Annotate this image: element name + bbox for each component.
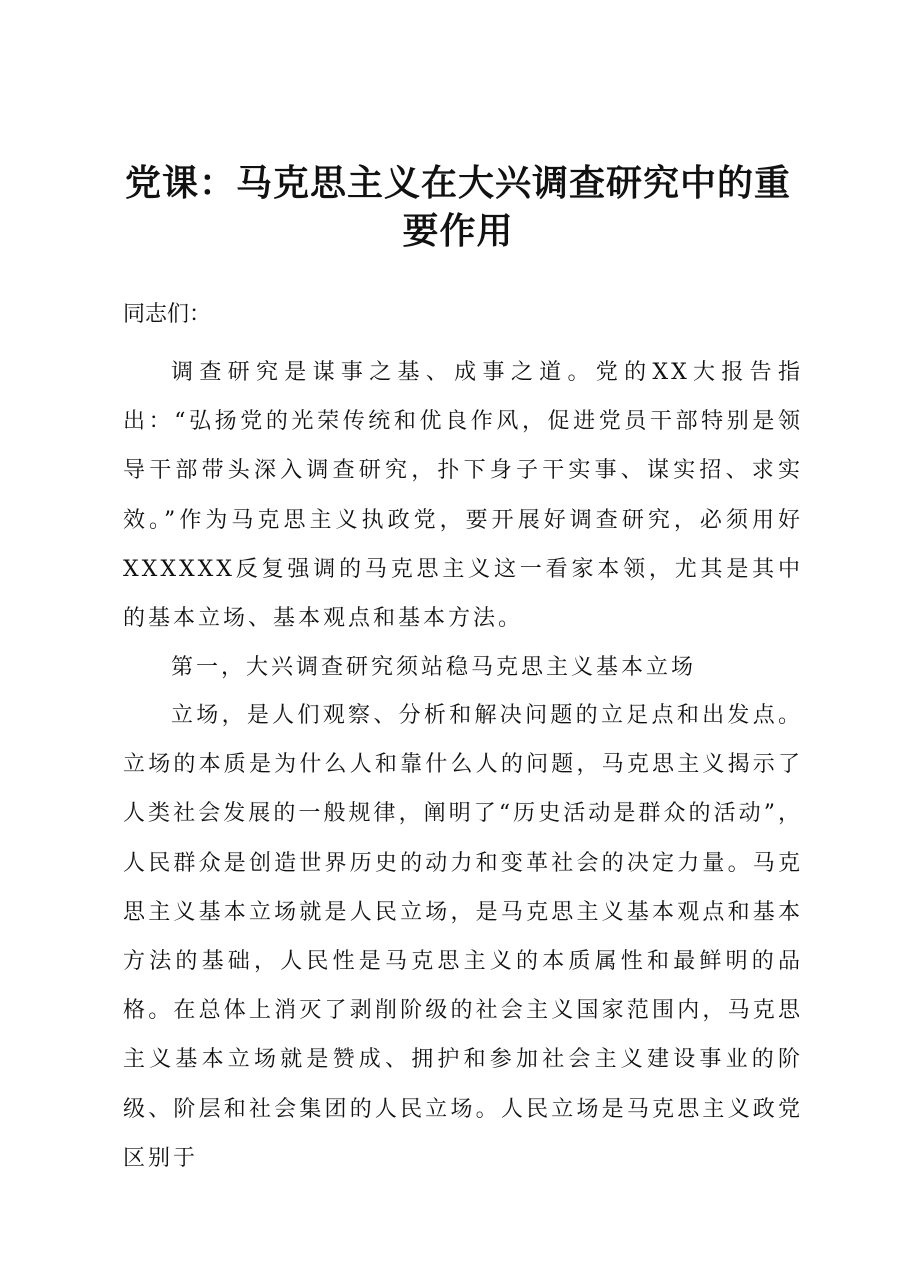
document-title: 党课：马克思主义在大兴调查研究中的重要作用 <box>124 163 791 252</box>
salutation: 同志们： <box>123 302 212 327</box>
section-heading-first: 第一，大兴调查研究须站稳马克思主义基本立场 <box>171 655 697 680</box>
paragraph-intro: 调查研究是谋事之基、成事之道。党的XX大报告指出：“弘扬党的光荣传统和优良作风，促进党员干部特别是领导干部带头深入调查研究，扑下身子干实事、谋实招、求实效。”作为马克思主义执政党，要开展好调查研究，必须用好XXXXXX反复强调的马克思主义这一看家本领，尤其是其中的基本立场、基本观点和基本方法。 <box>123 360 803 632</box>
paragraph-standpoint: 立场，是人们观察、分析和解决问题的立足点和出发点。立场的本质是为什么人和靠什么人的问题，马克思主义揭示了人类社会发展的一般规律，阐明了“历史活动是群众的活动”，人民群众是创造世界历史的动力和变革社会的决定力量。马克思主义基本立场就是人民立场，是马克思主义基本观点和基本方法的基础，人民性是马克思主义的本质属性和最鲜明的品格。在总体上消灭了剥削阶级的社会主义国家范围内，马克思主义基本立场就是赞成、拥护和参加社会主义建设事业的阶级、阶层和社会集团的人民立场。人民立场是马克思主义政党区别于 <box>123 703 803 1171</box>
